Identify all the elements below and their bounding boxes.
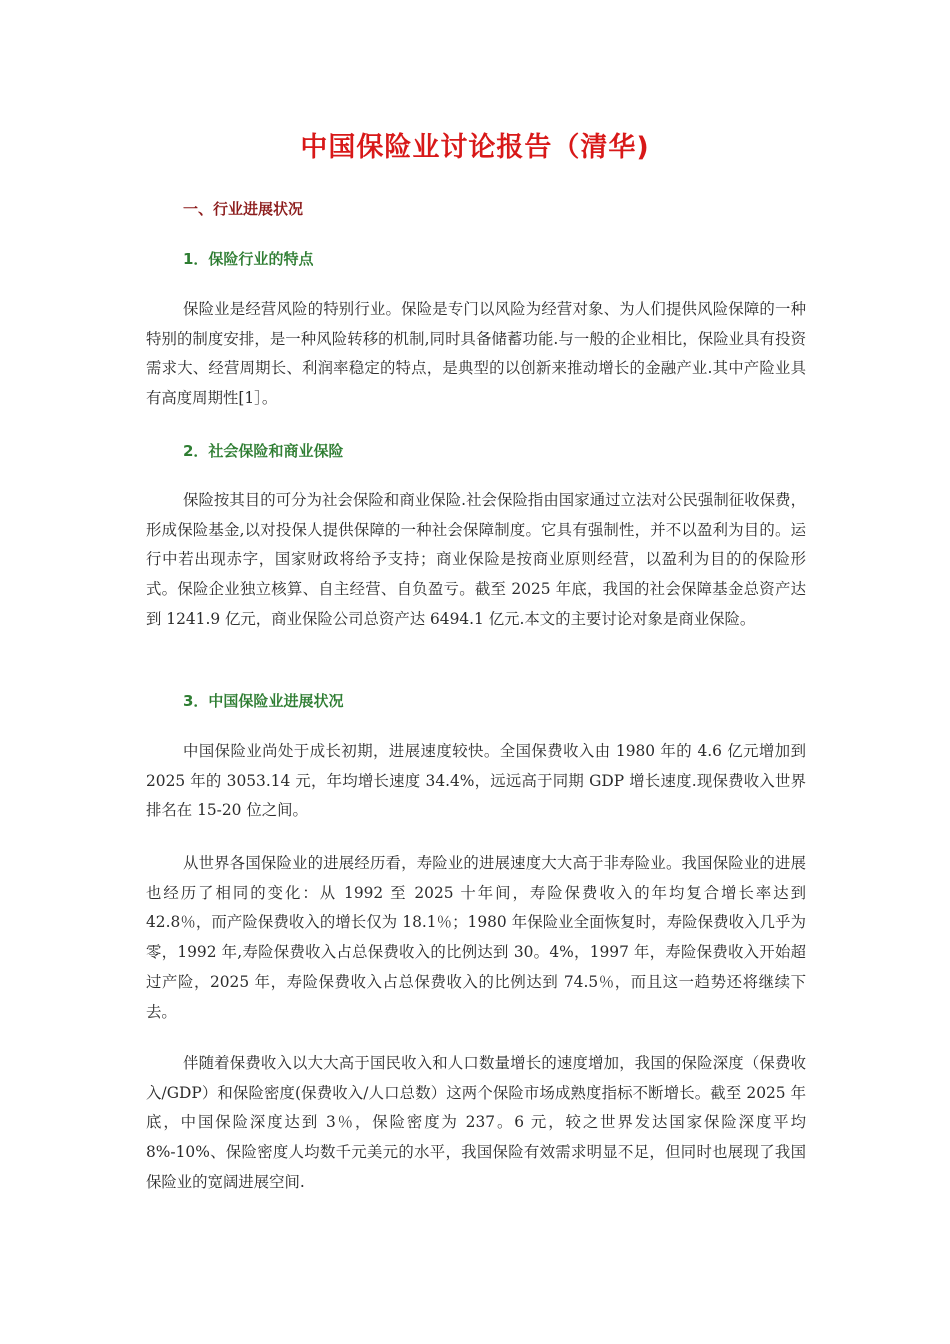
paragraph-social-commercial: 保险按其目的可分为社会保险和商业保险.社会保险指由国家通过立法对公民强制征收保费，形成保险基金,以对投保人提供保障的一种社会保障制度。它具有强制性，并不以盈利为目的。运行中若出现赤字，国家财政将给予支持；商业保险是按商业原则经营，以盈利为目的的保险形式。保险企业独立核算、自主经营、自负盈亏。截至 2025 年底，我国的社会保障基金总资产达到 1241.9 亿元，商业保险公司总资产达 6494.1 亿元.本文的主要讨论对象是商业保险。 [146, 491, 806, 628]
paragraph-depth-density: 伴随着保费收入以大大高于国民收入和人口数量增长的速度增加，我国的保险深度（保费收入/GDP）和保险密度(保费收入/人口总数）这两个保险市场成熟度指标不断增长。截至 2025 年底，中国保险深度达到 3％，保险密度为 237。6 元，较之世界发达国家保险深度平均 8%-10%、保险密度人均数千元美元的水平，我国保险有效需求明显不足，但同时也展现了我国保险业的宽阔进展空间. [146, 1054, 806, 1191]
paragraph-china-growth: 中国保险业尚处于成长初期，进展速度较快。全国保费收入由 1980 年的 4.6 亿元增加到 2025 年的 3053.14 元，年均增长速度 34.4%，远远高于同期 GDP 增长速度.现保费收入世界排名在 15-20 位之间。 [146, 742, 806, 820]
subsection-heading-china-status: 3．中国保险业进展状况 [183, 692, 344, 710]
paragraph-life-insurance-trend: 从世界各国保险业的进展经历看，寿险业的进展速度大大高于非寿险业。我国保险业的进展也经历了相同的变化：从 1992 至 2025 十年间，寿险保费收入的年均复合增长率达到 42.8％，而产险保费收入的增长仅为 18.1％；1980 年保险业全面恢复时，寿险保费收入几乎为零，1992 年,寿险保费收入占总保费收入的比例达到 30。4%，1997 年，寿险保费收入开始超过产险，2025 年，寿险保费收入占总保费收入的比例达到 74.5％，而且这一趋势还将继续下去。 [146, 854, 806, 1021]
subsection-heading-social-commercial: 2．社会保险和商业保险 [183, 442, 344, 460]
subsection-heading-characteristics: 1．保险行业的特点 [183, 250, 314, 268]
section-heading-industry-status: 一、行业进展状况 [183, 200, 304, 218]
paragraph-characteristics: 保险业是经营风险的特别行业。保险是专门以风险为经营对象、为人们提供风险保障的一种特别的制度安排，是一种风险转移的机制,同时具备储蓄功能.与一般的企业相比，保险业具有投资需求大、经营周期长、利润率稳定的特点，是典型的以创新来推动增长的金融产业.其中产险业具有高度周期性[1］。 [146, 300, 806, 408]
page-title: 中国保险业讨论报告（清华) [300, 132, 650, 163]
